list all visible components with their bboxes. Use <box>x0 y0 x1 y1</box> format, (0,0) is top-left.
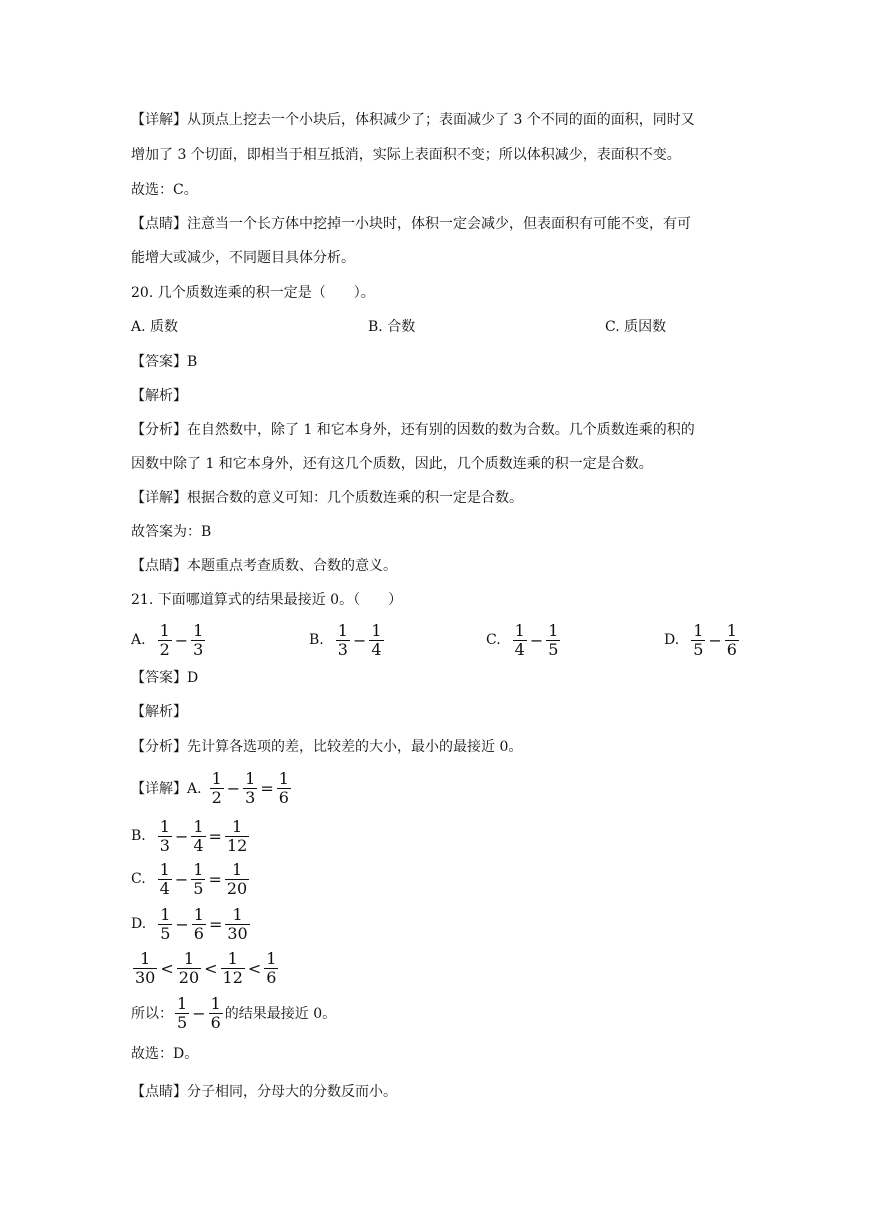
text-line: 增加了 3 个切面，即相当于相互抵消，实际上表面积不变；所以体积减少，表面积不变。 <box>131 147 681 163</box>
fraction: $\frac{1}{5}$ <box>693 620 704 659</box>
fraction: $\frac{1}{6}$ <box>210 993 221 1032</box>
q21-option-a: A. $\frac{1}{2}$ − $\frac{1}{3}$ <box>131 620 204 659</box>
q21-option-b: B. $\frac{1}{3}$ − $\frac{1}{4}$ <box>309 620 382 659</box>
fraction: $\frac{1}{5}$ <box>548 620 559 659</box>
answer-21: 【答案】D <box>131 670 199 686</box>
fraction: $\frac{1}{4}$ <box>159 859 170 898</box>
text-line: 【分析】在自然数中，除了 1 和它本身外，还有别的因数的数为合数。几个质数连乘的积的 <box>131 422 695 438</box>
fraction: $\frac{1}{3}$ <box>337 620 348 659</box>
fraction: $\frac{1}{5}$ <box>177 993 188 1032</box>
text-line: 【点睛】分子相同，分母大的分数反而小。 <box>131 1084 397 1100</box>
fraction: $\frac{1}{12}$ <box>222 948 243 987</box>
fraction: $\frac{1}{4}$ <box>371 620 382 659</box>
q20-option-c: C. 质因数 <box>605 319 667 335</box>
fraction: $\frac{1}{20}$ <box>178 948 200 987</box>
text-line: 【点睛】本题重点考查质数、合数的意义。 <box>131 558 397 574</box>
text-line: 故答案为：B <box>131 524 212 540</box>
fraction: $\frac{1}{20}$ <box>226 859 248 898</box>
fraction: $\frac{1}{12}$ <box>226 816 248 855</box>
fraction: $\frac{1}{6}$ <box>726 620 737 659</box>
fraction: $\frac{1}{6}$ <box>266 948 277 987</box>
answer-20: 【答案】B <box>131 354 198 370</box>
conclusion: 所以： $\frac{1}{5}$ − $\frac{1}{6}$ 的结果最接近 0。 <box>131 993 337 1032</box>
question-21: 21. 下面哪道算式的结果最接近 0。（ ） <box>131 592 403 608</box>
calc-a: 【详解】A. $\frac{1}{2}$ − $\frac{1}{3}$ = $\frac{1}{6}$ <box>131 768 289 807</box>
fraction: $\frac{1}{30}$ <box>135 948 156 987</box>
fraction: $\frac{1}{3}$ <box>245 768 256 807</box>
fraction: $\frac{1}{5}$ <box>160 904 171 943</box>
fraction: $\frac{1}{3}$ <box>193 620 204 659</box>
q20-option-b: B. 合数 <box>368 319 416 335</box>
fraction: $\frac{1}{5}$ <box>193 859 204 898</box>
fraction: $\frac{1}{30}$ <box>227 904 248 943</box>
calc-d: D. $\frac{1}{5}$ − $\frac{1}{6}$ = $\frac{1}{30}$ <box>131 904 248 943</box>
text-line: 【分析】先计算各选项的差，比较差的大小，最小的最接近 0。 <box>131 739 523 755</box>
fraction: $\frac{1}{2}$ <box>159 620 170 659</box>
fraction: $\frac{1}{3}$ <box>159 816 170 855</box>
q21-option-d: D. $\frac{1}{5}$ − $\frac{1}{6}$ <box>664 620 737 659</box>
text-line: 能增大或减少，不同题目具体分析。 <box>131 250 355 266</box>
fraction: $\frac{1}{6}$ <box>193 904 204 943</box>
text-line: 【详解】从顶点上挖去一个小块后，体积减少了；表面减少了 3 个不同的面的面积，同时又 <box>131 112 695 128</box>
text-line: 【详解】根据合数的意义可知：几个质数连乘的积一定是合数。 <box>131 490 523 506</box>
fraction: $\frac{1}{4}$ <box>193 816 204 855</box>
comparison: $\frac{1}{30}$ < $\frac{1}{20}$ < $\frac{1}{12}$ < $\frac{1}{6}$ <box>135 948 277 987</box>
text-line: 故选：D。 <box>131 1046 199 1062</box>
text-line: 故选：C。 <box>131 182 198 198</box>
analysis-heading-21: 【解析】 <box>131 704 187 720</box>
q20-option-a: A. 质数 <box>131 319 179 335</box>
question-20: 20. 几个质数连乘的积一定是（ ）。 <box>131 285 375 301</box>
fraction: $\frac{1}{4}$ <box>514 620 525 659</box>
calc-c: C. $\frac{1}{4}$ − $\frac{1}{5}$ = $\frac{1}{20}$ <box>131 859 248 898</box>
text-line: 因数中除了 1 和它本身外，还有这几个质数，因此，几个质数连乘的积一定是合数。 <box>131 456 653 472</box>
text-line: 【点睛】注意当一个长方体中挖掉一小块时，体积一定会减少，但表面积有可能不变，有可 <box>131 216 691 232</box>
fraction: $\frac{1}{6}$ <box>278 768 289 807</box>
q21-option-c: C. $\frac{1}{4}$ − $\frac{1}{5}$ <box>486 620 559 659</box>
fraction: $\frac{1}{2}$ <box>211 768 222 807</box>
calc-b: B. $\frac{1}{3}$ − $\frac{1}{4}$ = $\frac{1}{12}$ <box>131 816 248 855</box>
analysis-heading-20: 【解析】 <box>131 388 187 404</box>
